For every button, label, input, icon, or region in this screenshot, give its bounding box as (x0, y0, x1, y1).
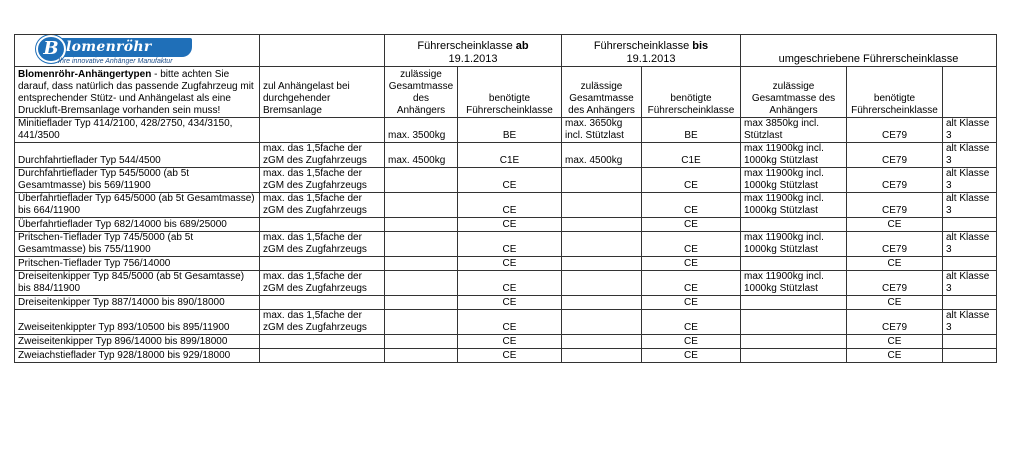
cell-alt-klasse: alt Klasse 3 (943, 168, 997, 193)
cell-gm-ab (385, 296, 458, 310)
cell-anhaengelast: max. das 1,5fache der zGM des Zugfahrzeugs (260, 232, 385, 257)
cell-klasse-ab: CE (458, 271, 562, 296)
cell-gm-bis (562, 310, 642, 335)
cell-klasse-ab: CE (458, 232, 562, 257)
cell-anhaengelast (260, 296, 385, 310)
cell-anhaengelast: max. das 1,5fache der zGM des Zugfahrzeugs (260, 310, 385, 335)
cell-klasse-um: CE79 (847, 143, 943, 168)
header-empty (260, 35, 385, 67)
cell-anhaengelast (260, 218, 385, 232)
cell-gm-bis (562, 335, 642, 349)
logo-cell (15, 35, 260, 67)
cell-gm-bis (562, 257, 642, 271)
cell-klasse-ab: CE (458, 257, 562, 271)
cell-typ: Überfahrtieflader Typ 682/14000 bis 689/25000 (15, 218, 260, 232)
subheader-extra (943, 67, 997, 118)
cell-klasse-um: CE (847, 349, 943, 363)
table-row (15, 168, 997, 193)
cell-gm-um: max 11900kg incl. 1000kg Stützlast (741, 143, 847, 168)
cell-alt-klasse (943, 296, 997, 310)
table-row (15, 349, 997, 363)
subheader-klasse-bis: benötigte Führerscheinklasse (642, 67, 741, 118)
cell-gm-ab (385, 168, 458, 193)
cell-klasse-bis: CE (642, 193, 741, 218)
cell-gm-um: max 11900kg incl. 1000kg Stützlast (741, 232, 847, 257)
table-row (15, 296, 997, 310)
cell-klasse-bis: BE (642, 118, 741, 143)
cell-alt-klasse: alt Klasse 3 (943, 232, 997, 257)
subheader-klasse-ab: benötigte Führerscheinklasse (458, 67, 562, 118)
cell-klasse-um: CE (847, 296, 943, 310)
cell-anhaengelast: max. das 1,5fache der zGM des Zugfahrzeugs (260, 168, 385, 193)
header-klasse-bis (562, 35, 741, 67)
header-bis-bold: bis (692, 40, 709, 52)
cell-klasse-bis: CE (642, 218, 741, 232)
cell-klasse-um: CE79 (847, 232, 943, 257)
cell-gm-um (741, 257, 847, 271)
cell-klasse-um: CE79 (847, 310, 943, 335)
table-row (15, 218, 997, 232)
cell-alt-klasse: alt Klasse 3 (943, 118, 997, 143)
cell-gm-ab (385, 349, 458, 363)
cell-alt-klasse: alt Klasse 3 (943, 271, 997, 296)
cell-gm-bis (562, 271, 642, 296)
cell-typ: Überfahrtieflader Typ 645/5000 (ab 5t Gesamtmasse) bis 664/11900 (15, 193, 260, 218)
cell-typ: Zweiachstieflader Typ 928/18000 bis 929/18000 (15, 349, 260, 363)
header-klasse-ab (385, 35, 562, 67)
table-row (15, 143, 997, 168)
table-row (15, 232, 997, 257)
subheader-types-bold: Blomenröhr-Anhängertypen (18, 69, 152, 80)
subheader-row (15, 67, 997, 118)
logo-name: lomenröhr (66, 39, 152, 55)
header-ab-date: 19.1.2013 (448, 53, 498, 65)
cell-gm-um (741, 296, 847, 310)
cell-gm-ab (385, 218, 458, 232)
cell-klasse-bis: CE (642, 168, 741, 193)
cell-typ: Durchfahrtieflader Typ 544/4500 (15, 143, 260, 168)
subheader-gm-ab: zulässige Gesamtmasse des Anhängers (385, 67, 458, 118)
cell-klasse-ab: CE (458, 310, 562, 335)
subheader-zul-last: zul Anhängelast bei durchgehender Bremsanlage (260, 67, 385, 118)
cell-typ: Minitieflader Typ 414/2100, 428/2750, 434/3150, 441/3500 (15, 118, 260, 143)
cell-klasse-ab: CE (458, 218, 562, 232)
cell-gm-um (741, 310, 847, 335)
cell-klasse-ab: CE (458, 335, 562, 349)
table-row (15, 310, 997, 335)
cell-alt-klasse (943, 257, 997, 271)
cell-klasse-bis: C1E (642, 143, 741, 168)
cell-klasse-um: CE (847, 218, 943, 232)
logo-tagline: Ihre innovative Anhänger Manufaktur (58, 58, 173, 65)
table-row (15, 257, 997, 271)
cell-alt-klasse (943, 335, 997, 349)
cell-typ: Pritschen-Tieflader Typ 756/14000 (15, 257, 260, 271)
cell-gm-ab (385, 193, 458, 218)
cell-klasse-um: CE (847, 335, 943, 349)
cell-alt-klasse (943, 218, 997, 232)
blomenroehr-logo (36, 35, 196, 66)
cell-gm-bis (562, 168, 642, 193)
subheader-gm-um: zulässige Gesamtmasse des Anhängers (741, 67, 847, 118)
cell-gm-ab (385, 257, 458, 271)
cell-anhaengelast (260, 257, 385, 271)
header-bis-prefix: Führerscheinklasse (593, 40, 693, 52)
cell-klasse-bis: CE (642, 310, 741, 335)
table-row (15, 335, 997, 349)
subheader-gm-bis: zulässige Gesamtmasse des Anhängers (562, 67, 642, 118)
cell-alt-klasse (943, 349, 997, 363)
cell-klasse-um: CE79 (847, 271, 943, 296)
cell-klasse-ab: BE (458, 118, 562, 143)
cell-typ: Zweiseitenkippter Typ 893/10500 bis 895/11900 (15, 310, 260, 335)
cell-anhaengelast: max. das 1,5fache der zGM des Zugfahrzeugs (260, 193, 385, 218)
subheader-klasse-um: benötigte Führerscheinklasse (847, 67, 943, 118)
subheader-types-text: - bitte achten Sie darauf, dass natürlich das passende Zugfahrzeug mit entsprechender Stütz- und Anhängelast als eine Druckluft-Bremsanlage vorhanden sein muss! (18, 69, 254, 116)
cell-gm-um: max 11900kg incl. 1000kg Stützlast (741, 271, 847, 296)
cell-anhaengelast (260, 349, 385, 363)
cell-typ: Dreiseitenkipper Typ 845/5000 (ab 5t Gesamtasse) bis 884/11900 (15, 271, 260, 296)
cell-gm-ab: max. 4500kg (385, 143, 458, 168)
cell-anhaengelast: max. das 1,5fache der zGM des Zugfahrzeugs (260, 143, 385, 168)
cell-anhaengelast (260, 118, 385, 143)
cell-gm-ab (385, 310, 458, 335)
cell-anhaengelast (260, 335, 385, 349)
cell-typ: Zweiseitenkipper Typ 896/14000 bis 899/18000 (15, 335, 260, 349)
cell-klasse-bis: CE (642, 232, 741, 257)
header-ab-prefix: Führerscheinklasse (417, 40, 516, 52)
header-umgeschrieben: umgeschriebene Führerscheinklasse (741, 35, 997, 67)
cell-gm-bis (562, 349, 642, 363)
cell-gm-um (741, 218, 847, 232)
cell-klasse-bis: CE (642, 296, 741, 310)
cell-alt-klasse: alt Klasse 3 (943, 143, 997, 168)
cell-klasse-ab: CE (458, 193, 562, 218)
cell-anhaengelast: max. das 1,5fache der zGM des Zugfahrzeugs (260, 271, 385, 296)
cell-klasse-um: CE79 (847, 168, 943, 193)
cell-klasse-bis: CE (642, 271, 741, 296)
cell-klasse-ab: CE (458, 168, 562, 193)
header-bis-date: 19.1.2013 (626, 53, 676, 65)
header-ab-bold: ab (515, 40, 529, 52)
cell-gm-bis: max. 3650kg incl. Stützlast (562, 118, 642, 143)
cell-typ: Durchfahrtieflader Typ 545/5000 (ab 5t Gesamtmasse) bis 569/11900 (15, 168, 260, 193)
cell-klasse-ab: C1E (458, 143, 562, 168)
table-row (15, 193, 997, 218)
table-row (15, 271, 997, 296)
cell-klasse-bis: CE (642, 335, 741, 349)
cell-gm-bis (562, 193, 642, 218)
cell-gm-ab (385, 232, 458, 257)
cell-gm-ab (385, 271, 458, 296)
cell-typ: Pritschen-Tieflader Typ 745/5000 (ab 5t Gesamtmasse) bis 755/11900 (15, 232, 260, 257)
cell-gm-ab: max. 3500kg (385, 118, 458, 143)
header-row (15, 35, 997, 67)
cell-klasse-bis: CE (642, 349, 741, 363)
cell-gm-um (741, 349, 847, 363)
cell-klasse-ab: CE (458, 349, 562, 363)
cell-klasse-um: CE (847, 257, 943, 271)
cell-gm-um: max 11900kg incl. 1000kg Stützlast (741, 168, 847, 193)
cell-alt-klasse: alt Klasse 3 (943, 193, 997, 218)
table-row (15, 118, 997, 143)
cell-gm-um: max 11900kg incl. 1000kg Stützlast (741, 193, 847, 218)
cell-gm-um: max 3850kg incl. Stützlast (741, 118, 847, 143)
cell-gm-ab (385, 335, 458, 349)
cell-klasse-um: CE79 (847, 118, 943, 143)
cell-alt-klasse: alt Klasse 3 (943, 310, 997, 335)
cell-klasse-ab: CE (458, 296, 562, 310)
cell-gm-bis (562, 296, 642, 310)
subheader-types (15, 67, 260, 118)
cell-klasse-um: CE79 (847, 193, 943, 218)
cell-klasse-bis: CE (642, 257, 741, 271)
cell-gm-bis (562, 218, 642, 232)
cell-gm-bis: max. 4500kg (562, 143, 642, 168)
cell-gm-um (741, 335, 847, 349)
cell-gm-bis (562, 232, 642, 257)
licence-table (14, 34, 997, 363)
cell-typ: Dreiseitenkipper Typ 887/14000 bis 890/18000 (15, 296, 260, 310)
logo-letter: B (36, 35, 66, 63)
